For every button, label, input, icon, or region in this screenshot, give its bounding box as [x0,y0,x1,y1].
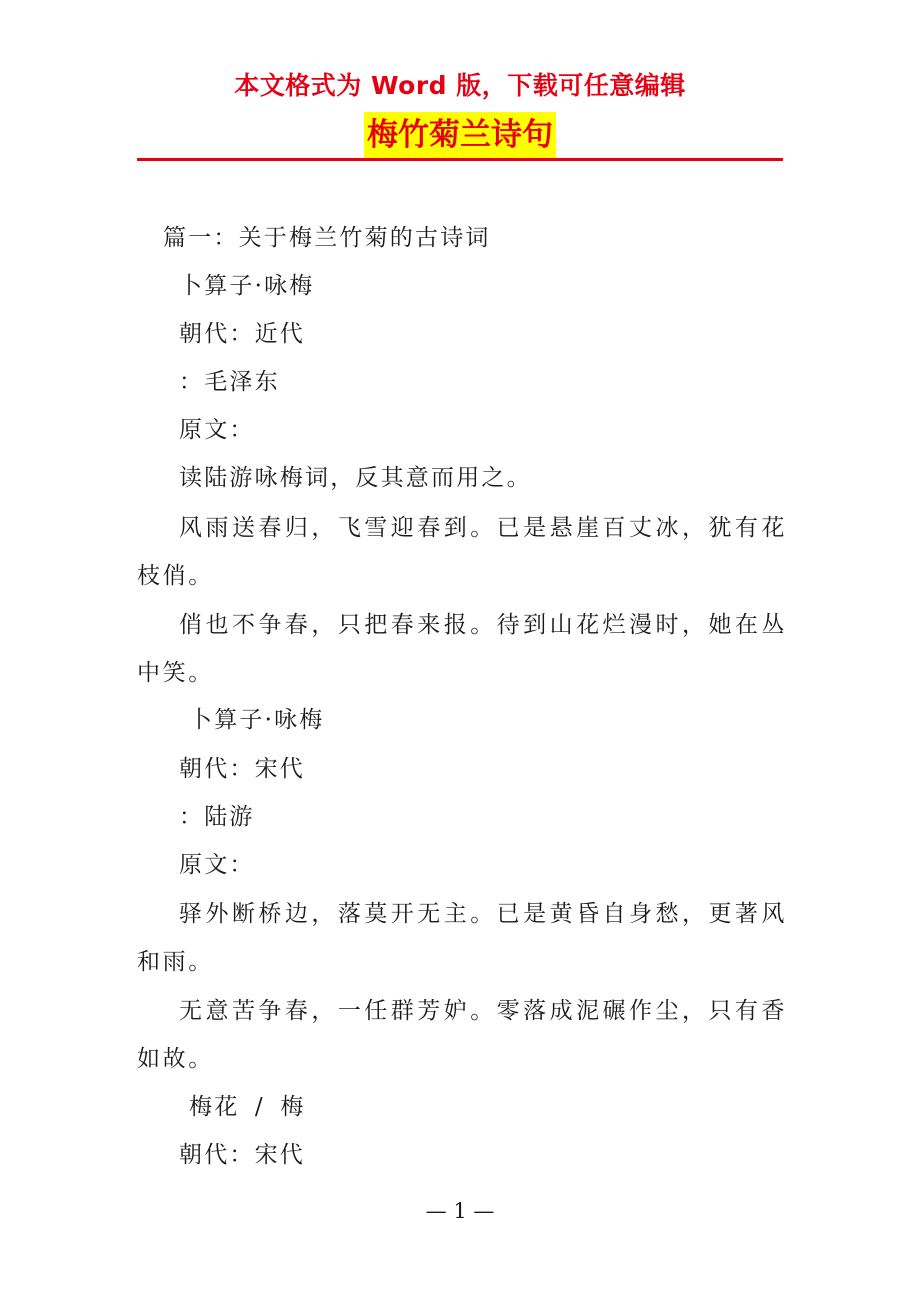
poem2-label: 原文： [179,852,255,878]
poem2-title: 卜算子·咏梅 [189,707,325,733]
page-title: 梅竹菊兰诗句 [364,112,556,158]
poem2-dynasty: 朝代：宋代 [179,756,305,782]
format-notice: 本文格式为 Word 版，下载可任意编辑 [234,71,686,100]
poem1-dynasty: 朝代：近代 [179,321,305,347]
poem1-stanza2: 俏也不争春，只把春来报。待到山花烂漫时，她在丛中笑。 [137,612,787,686]
title-container [0,112,920,158]
poem3-dynasty: 朝代：宋代 [179,1142,305,1168]
poem1-preface: 读陆游咏梅词，反其意而用之。 [179,465,532,491]
poem1-author: ：毛泽东 [179,369,280,395]
header-divider [137,158,783,161]
poem3-title: 梅花 / 梅 [189,1094,306,1120]
poem2-stanza2: 无意苦争春，一任群芳妒。零落成泥碾作尘，只有香如故。 [137,998,787,1072]
poem1-stanza1: 风雨送春归，飞雪迎春到。已是悬崖百丈冰，犹有花枝俏。 [137,515,787,589]
poem1-label: 原文： [179,417,255,443]
page-number: — 1 — [425,1199,495,1223]
section-heading: 篇一：关于梅兰竹菊的古诗词 [163,225,491,251]
poem2-author: ：陆游 [179,804,255,830]
poem1-title: 卜算子·咏梅 [179,273,315,299]
poem2-stanza1: 驿外断桥边，落莫开无主。已是黄昏自身愁，更著风和雨。 [137,901,787,975]
